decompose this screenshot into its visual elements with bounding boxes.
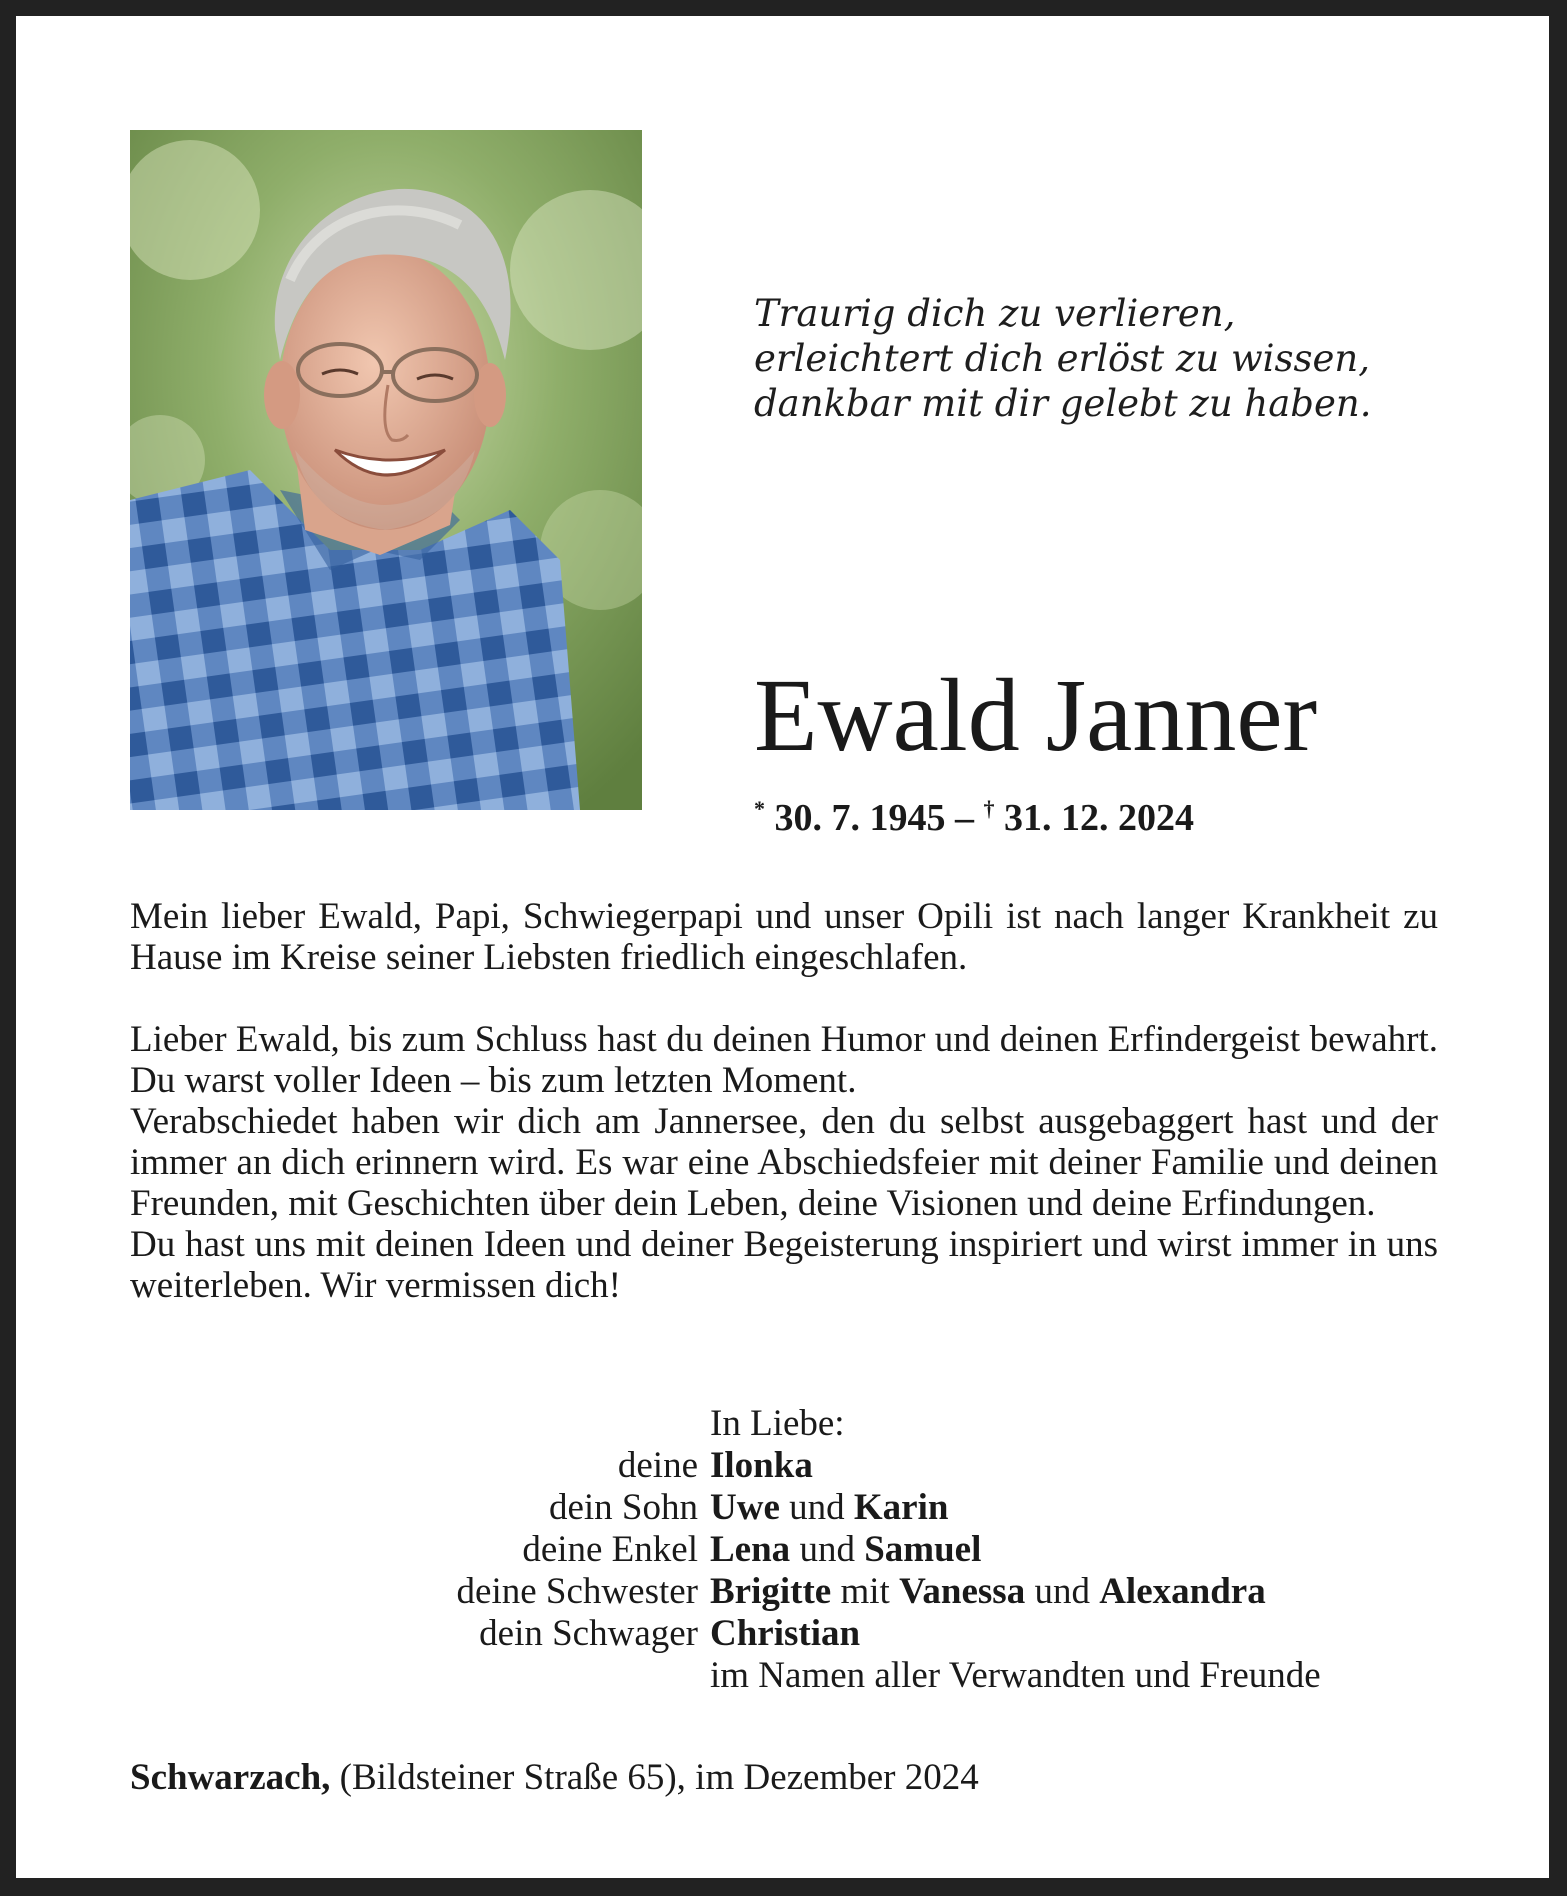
obituary-card [16,16,1549,1878]
mourners-list [130,1403,1438,1697]
life-dates [754,786,1194,841]
relation-label: dein Schwager [479,1613,698,1654]
mourners-closing: im Namen aller Verwandten und Freunde [710,1655,1321,1696]
relation-label: dein Sohn [548,1487,698,1528]
joiner: und [779,1487,854,1528]
relation-label: deine Enkel [522,1529,698,1570]
birth-date: 30. 7. 1945 [774,797,946,839]
mourner-name: Ilonka [710,1445,813,1486]
mourners-intro-row [130,1403,1438,1445]
born-symbol: * [754,796,765,821]
date-separator: – [945,797,984,839]
mourner-name: Karin [853,1487,949,1528]
paragraph-tribute: Lieber Ewald, bis zum Schluss hast du deinen Humor und deinen Erfindergeist bewahrt. Du warst voller Ideen – bis zum letzten Moment. [130,1019,1438,1101]
joiner: und [1025,1571,1100,1612]
deceased-name: Ewald Janner [754,658,1318,773]
portrait-image [130,130,642,810]
quote-line: dankbar mit dir gelebt zu haben. [754,382,1372,425]
death-date: 31. 12. 2024 [1004,797,1194,839]
mourners-intro: In Liebe: [710,1403,845,1444]
portrait-photo [130,130,642,810]
relation-label: deine Schwester [456,1571,698,1612]
paragraph-closing: Du hast uns mit deinen Ideen und deiner Begeisterung inspiriert und wirst immer in uns weiterleben. Wir vermissen dich! [130,1224,1438,1306]
paragraph-announcement: Mein lieber Ewald, Papi, Schwiegerpapi und unser Opili ist nach langer Krankheit zu Hause im Kreise seiner Liebsten friedlich eingeschlafen. [130,896,1438,978]
mourner-name: Brigitte [710,1571,832,1612]
mourner-name: Samuel [864,1529,982,1570]
joiner: und [790,1529,865,1570]
place-date-line [130,1757,979,1799]
mourner-name: Lena [710,1529,791,1570]
mourner-row [130,1529,1438,1571]
paragraph-farewell: Verabschiedet haben wir dich am Jannersee, den du selbst ausgebaggert hast und der immer an dich erinnern wird. Es war eine Abschiedsfeier mit deiner Familie und deinen Freunden, mit Geschichten über dein Leben, deine Visionen und deine Erfindungen. [130,1101,1438,1224]
mourners-closing-row [130,1655,1438,1697]
mourner-row [130,1571,1438,1613]
mourner-name: Alexandra [1099,1571,1266,1612]
relation-label: deine [617,1445,698,1486]
joiner: mit [831,1571,900,1612]
obituary-text [130,896,1438,1306]
mourner-name: Uwe [710,1487,780,1528]
memorial-quote [754,291,1371,426]
mourner-row [130,1613,1438,1655]
mourner-row [130,1487,1438,1529]
mourner-name: Vanessa [899,1571,1026,1612]
mourner-row [130,1445,1438,1487]
quote-line: erleichtert dich erlöst zu wissen, [754,337,1370,380]
address-date: (Bildsteiner Straße 65), im Dezember 2024 [330,1757,979,1798]
quote-line: Traurig dich zu verlieren, [754,292,1236,335]
died-symbol: † [983,796,995,821]
mourner-name: Christian [710,1613,861,1654]
place-name: Schwarzach, [130,1757,331,1798]
